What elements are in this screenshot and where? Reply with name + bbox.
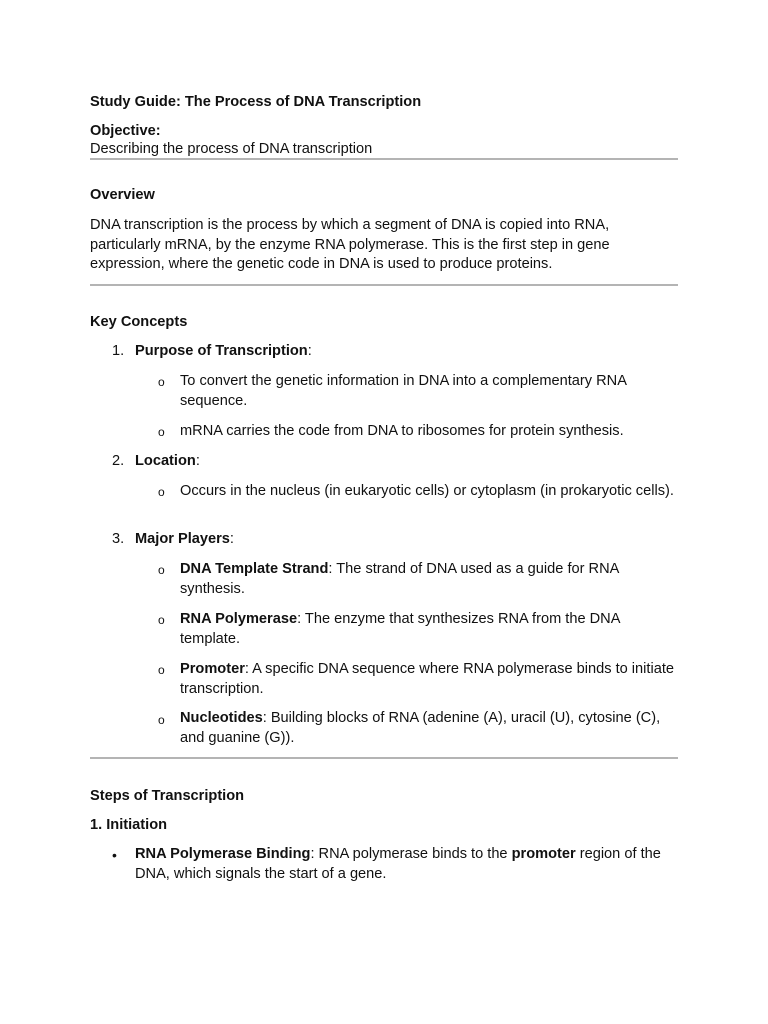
sub-item-term: RNA Polymerase [180, 611, 298, 627]
sub-item-term: Nucleotides [180, 710, 263, 726]
list-number: 3. [112, 531, 125, 547]
list-item-suffix: : [307, 343, 312, 359]
overview-heading: Overview [90, 187, 155, 203]
sub-bullet-icon: o [158, 485, 165, 499]
step-term: promoter [511, 846, 576, 862]
sub-item-text [180, 610, 680, 649]
divider [90, 158, 678, 160]
divider [90, 757, 678, 759]
sub-item-definition: : A specific DNA sequence where RNA polymerase binds to initiate transcription. [180, 661, 674, 697]
overview-text: DNA transcription is the process by which a segment of DNA is copied into RNA, particularly mRNA, by the enzyme RNA polymerase. This is the first step in gene expression, where the genetic code in DNA is used to produce proteins. [90, 217, 610, 272]
sub-bullet-icon: o [158, 663, 165, 677]
step-1-bullet-text [135, 845, 675, 884]
sub-item-text [180, 709, 680, 748]
sub-item-term: DNA Template Strand [180, 561, 329, 577]
objective-label: Objective: [90, 123, 161, 139]
sub-item-definition: : Building blocks of RNA (adenine (A), uracil (U), cytosine (C), and guanine (G)). [180, 710, 661, 746]
list-item-term: Location [135, 453, 196, 469]
list-item-label [135, 530, 234, 550]
step-1-heading: 1. Initiation [90, 817, 168, 833]
list-number: 2. [112, 453, 125, 469]
sub-item-text: mRNA carries the code from DNA to ribosomes for protein synthesis. [180, 423, 624, 439]
step-term: RNA Polymerase Binding [135, 846, 311, 862]
sub-item-definition: : The enzyme that synthesizes RNA from the DNA template. [180, 611, 620, 647]
steps-heading: Steps of Transcription [90, 788, 245, 804]
list-number: 1. [112, 343, 125, 359]
step-text: region of the DNA, which signals the start of a gene. [135, 846, 661, 882]
sub-item-text [180, 660, 680, 699]
sub-item-text: Occurs in the nucleus (in eukaryotic cells) or cytoplasm (in prokaryotic cells). [180, 483, 674, 499]
list-item-term: Major Players [135, 531, 230, 547]
list-item-suffix: : [229, 531, 234, 547]
sub-item-text [180, 560, 680, 599]
list-item-suffix: : [195, 453, 200, 469]
sub-bullet-icon: o [158, 425, 165, 439]
sub-item-text: To convert the genetic information in DNA into a complementary RNA sequence. [180, 373, 627, 409]
sub-bullet-icon: o [158, 613, 165, 627]
sub-bullet-icon: o [158, 713, 165, 727]
key-concepts-heading: Key Concepts [90, 314, 188, 330]
list-item-label [135, 452, 200, 472]
document-title: Study Guide: The Process of DNA Transcription [90, 94, 422, 110]
bullet-icon: • [112, 847, 117, 863]
objective-text: Describing the process of DNA transcription [90, 141, 373, 157]
divider [90, 284, 678, 286]
sub-bullet-icon: o [158, 375, 165, 389]
sub-item-term: Promoter [180, 661, 245, 677]
sub-bullet-icon: o [158, 563, 165, 577]
step-text: : RNA polymerase binds to the [310, 846, 512, 862]
sub-item-definition: : The strand of DNA used as a guide for RNA synthesis. [180, 561, 619, 597]
list-item-term: Purpose of Transcription [135, 343, 308, 359]
list-item-label [135, 342, 312, 362]
